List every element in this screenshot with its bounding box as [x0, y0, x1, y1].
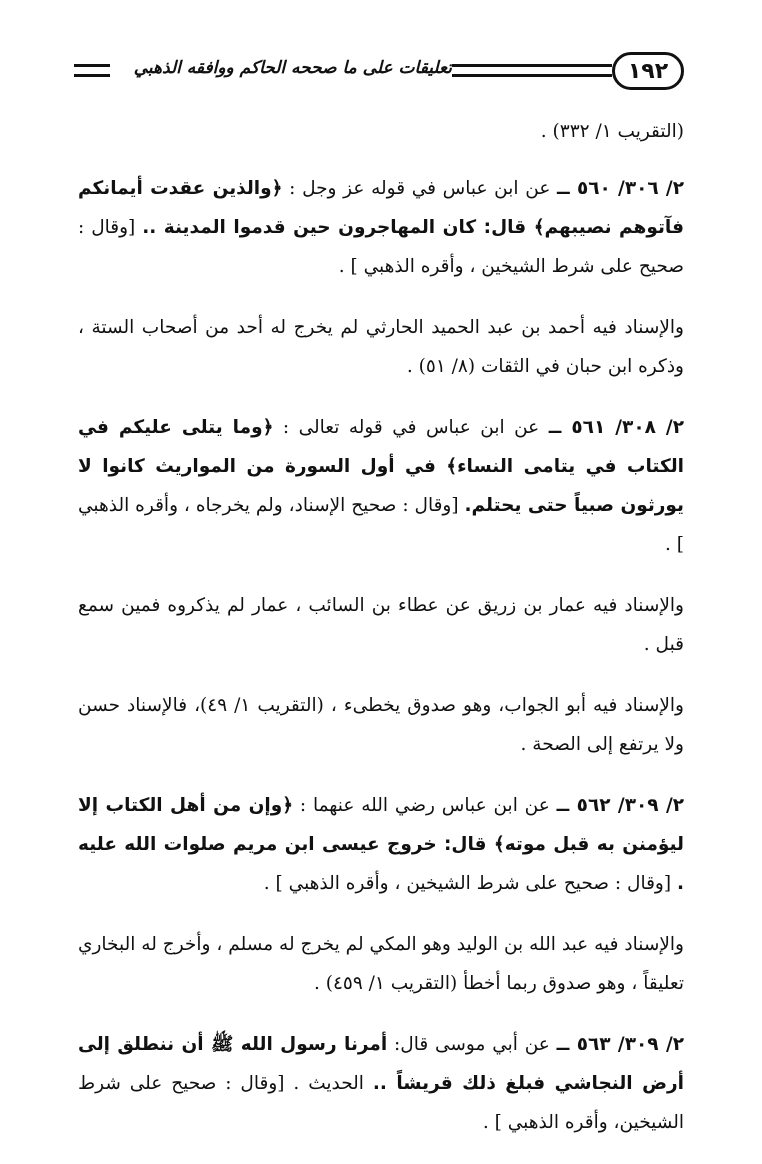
header-rule-upper: [452, 64, 612, 67]
note-text: والإسناد فيه عمار بن زريق عن عطاء بن السائب ، عمار لم يذكروه فمين سمع قبل .: [78, 595, 684, 655]
hadith-number: ٢/ ٣٠٩/ ٥٦٢ ــ: [556, 795, 685, 816]
hadith-number: ٢/ ٣٠٩/ ٥٦٣ ــ: [556, 1034, 685, 1055]
running-title: تعليقات على ما صححه الحاكم ووافقه الذهبي: [133, 58, 452, 78]
hadith-text: ﴿والذين عقدت أيمانكم فآتوهم نصيبهم﴾ قال: كان المهاجرون حين قدموا المدينة ..: [78, 178, 684, 238]
note-paragraph: [78, 112, 684, 151]
hadith-entry-563: [78, 1025, 684, 1142]
note-text: والإسناد فيه أبو الجواب، وهو صدوق يخطىء ، (التقريب ١/ ٤٩)، فالإسناد حسن ولا يرتفع إلى الصحة .: [78, 695, 684, 755]
note-text: والإسناد فيه أحمد بن عبد الحميد الحارثي لم يخرج له أحد من أصحاب الستة ، وذكره ابن حبان في الثقات (٨/ ٥١) .: [78, 317, 684, 377]
hadith-number: ٢/ ٣٠٨/ ٥٦١ ــ: [548, 417, 684, 438]
header-rule-lower: [452, 74, 612, 77]
hadith-entry-562: [78, 786, 684, 903]
hadith-grading: [وقال : صحيح على شرط الشيخين ، وأقره الذهبي ] .: [78, 217, 684, 277]
hadith-text: أمرنا رسول الله ﷺ أن ننطلق إلى أرض النجاشي فبلغ ذلك قريشاً ..: [78, 1034, 684, 1094]
hadith-entry-560: [78, 169, 684, 286]
running-header: [74, 52, 684, 92]
note-paragraph: [78, 925, 684, 1003]
note-paragraph: [78, 686, 684, 764]
hadith-intro: عن أبي موسى قال:: [387, 1034, 557, 1055]
note-paragraph: [78, 308, 684, 386]
note-text: والإسناد فيه عبد الله بن الوليد وهو المكي لم يخرج له مسلم ، وأخرج له البخاري تعليقاً ، وهو صدوق ربما أخطأ (التقريب ١/ ٤٥٩) .: [78, 934, 684, 994]
header-rule-left-upper: [74, 64, 110, 67]
hadith-grading: [وقال : صحيح الإسناد، ولم يخرجاه ، وأقره الذهبي ] .: [78, 495, 684, 555]
hadith-grading: [وقال : صحيح على شرط الشيخين ، وأقره الذهبي ] .: [263, 873, 677, 894]
hadith-text: ﴿وإن من أهل الكتاب إلا ليؤمنن به قبل موته﴾ قال: خروج عيسى ابن مريم صلوات الله عليه .: [78, 795, 684, 894]
hadith-text: ﴿وما يتلى عليكم في الكتاب في يتامى النساء﴾ في أول السورة من المواريث كانوا لا يورثون صبياً حتى يحتلم.: [78, 417, 684, 516]
page-number: ١٩٢: [612, 52, 684, 90]
note-text: (التقريب ١/ ٣٣٢) .: [540, 121, 684, 142]
page-body: [78, 112, 684, 1164]
hadith-grading: الحديث . [وقال : صحيح على شرط الشيخين، وأقره الذهبي ] .: [78, 1073, 684, 1133]
hadith-entry-561: [78, 408, 684, 564]
hadith-intro: عن ابن عباس في قوله تعالى :: [273, 417, 549, 438]
header-rule-left-lower: [74, 74, 110, 77]
hadith-intro: عن ابن عباس رضي الله عنهما :: [293, 795, 557, 816]
hadith-intro: عن ابن عباس في قوله عز وجل :: [282, 178, 558, 199]
hadith-number: ٢/ ٣٠٦/ ٥٦٠ ــ: [557, 178, 684, 199]
note-paragraph: [78, 586, 684, 664]
